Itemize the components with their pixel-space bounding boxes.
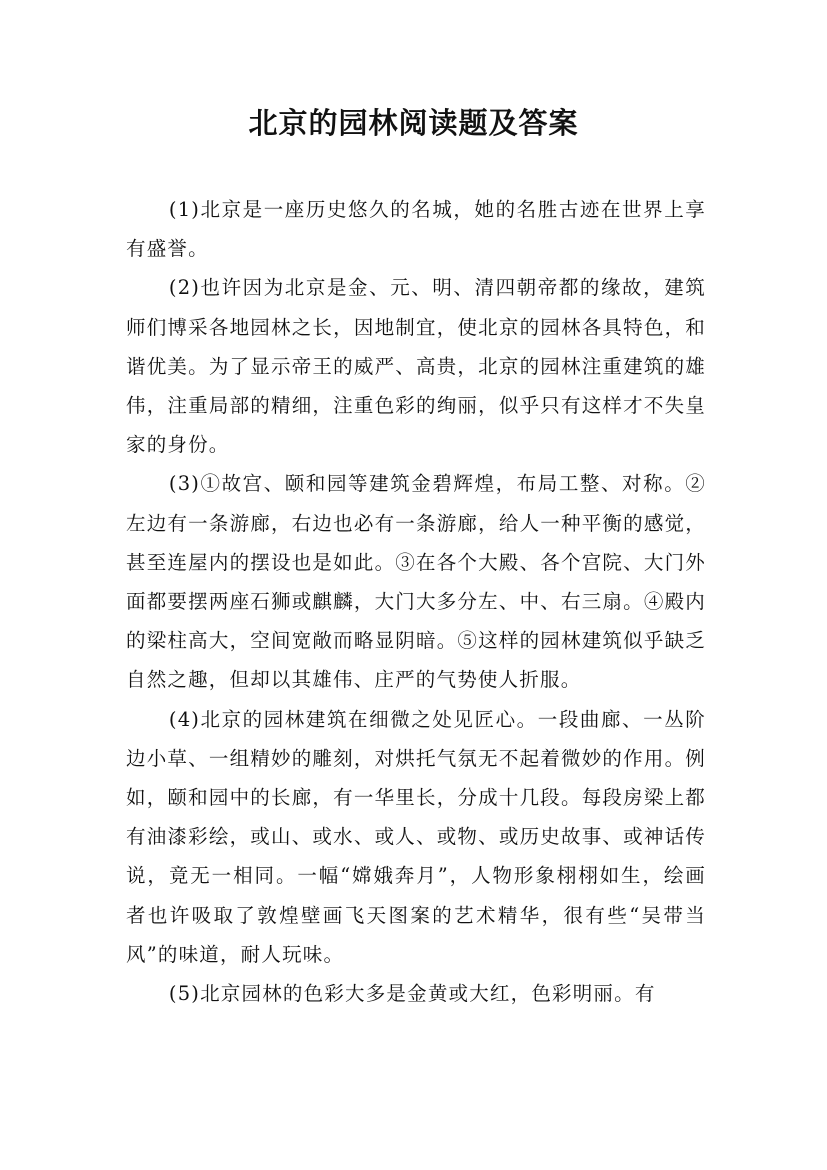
article-body xyxy=(126,190,706,1013)
page-title: 北京的园林阅读题及答案 xyxy=(248,106,579,140)
paragraph-5: (5)北京园林的色彩大多是金黄或大红，色彩明丽。有 xyxy=(168,982,656,1006)
paragraph-4: (4)北京的园林建筑在细微之处见匠心。一段曲廊、一丛阶边小草、一组精妙的雕刻，对烘托气氛无不起着微妙的作用。例如，颐和园中的长廊，有一华里长，分成十几段。每段房梁上都有油漆彩绘，或山、或水、或人、或物、或历史故事、或神话传说，竟无一相同。一幅“嫦娥奔月”，人物形象栩栩如生，绘画者也许吸取了敦煌壁画飞天图案的艺术精华，很有些“吴带当风”的味道，耐人玩味。 xyxy=(126,707,706,966)
paragraph-1: (1)北京是一座历史悠久的名城，她的名胜古迹在世界上享有盛誉。 xyxy=(126,198,706,261)
paragraph-3: (3)①故宫、颐和园等建筑金碧辉煌，布局工整、对称。②左边有一条游廊，右边也必有一条游廊，给人一种平衡的感觉，甚至连屋内的摆设也是如此。③在各个大殿、各个宫院、大门外面都要摆两座石狮或麒麟，大门大多分左、中、右三扇。④殿内的梁柱高大，空间宽敞而略显阴暗。⑤这样的园林建筑似乎缺乏自然之趣，但却以其雄伟、庄严的气势使人折服。 xyxy=(126,472,706,692)
paragraph-2: (2)也许因为北京是金、元、明、清四朝帝都的缘故，建筑师们博采各地园林之长，因地制宜，使北京的园林各具特色，和谐优美。为了显示帝王的威严、高贵，北京的园林注重建筑的雄伟，注重局部的精细，注重色彩的绚丽，似乎只有这样才不失皇家的身份。 xyxy=(126,276,706,457)
